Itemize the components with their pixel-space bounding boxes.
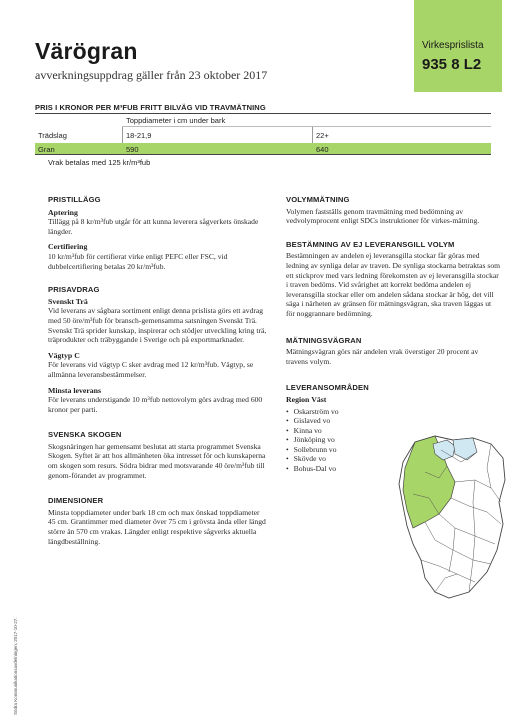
- paragraph: Tillägg på 8 kr/m³fub utgår för att kunna leverera sågverkets önskade längder.: [48, 217, 259, 236]
- paragraph: För leverans understigande 10 m³fub nettovolym görs avdrag med 600 kronor per parti.: [48, 395, 263, 414]
- diameter-group-header: Toppdiameter i cm under bark: [126, 116, 226, 125]
- paragraph: Bestämningen av andelen ej leveransgilla stockar får göras med ledning av synliga delar av traven. De synliga stockarna betraktas som ett stickprov med vars ledning förekomsten av ej leveransgilla stockar i traven bedöms. Vid svårighet att korrekt bedöma andelen ej leveransgilla stockar eller om andelen sådana stockar är hög, det vill säga i närheten av gränsen för mätningsvägran, ska traven läggas ut för noggrannare bedömning.: [286, 251, 501, 318]
- paragraph: Mätningsvägran görs när andelen vrak överstiger 20 procent av travens volym.: [286, 347, 479, 366]
- side-credit: Södra Kommunikationsavdelningen, 2017-10-27.: [13, 617, 18, 715]
- list-item: • Kinna vo: [286, 426, 501, 436]
- table-bottom-rule: [35, 154, 491, 155]
- section-heading: DIMENSIONER: [48, 496, 104, 506]
- section-heading: LEVERANSOMRÅDEN: [286, 383, 369, 393]
- paragraph: För leverans vid vägtyp C sker avdrag med 12 kr/m³fub. Vägtyp, se allmänna leveransbestämmelser.: [48, 360, 254, 379]
- page-title: Värögran: [35, 38, 138, 64]
- left-column: [48, 195, 268, 546]
- section-heading: VOLYMMÄTNING: [286, 195, 350, 204]
- section-heading: PRISTILLÄGG: [48, 195, 101, 204]
- list-item: • Sollebrunn vo: [286, 445, 501, 455]
- paragraph: 10 kr/m³fub för certifierat virke enligt PEFC eller FSC, vid dubbelcertifiering betalas 20 kr/m³fub.: [48, 251, 228, 271]
- price-table-heading: PRIS I KRONOR PER M³FUB FRITT BILVÄG VID TRAVMÄTNING: [35, 103, 266, 112]
- paragraph: Volymen fastställs genom travmätning med bedömning av vedvolymprocent enligt SDCs instruktioner för virkes-mätning.: [286, 206, 480, 226]
- list-item: • Bohus-Dal vo: [286, 464, 501, 474]
- paragraph: Skogsnäringen har gemensamt beslutat att starta programmet Svenska Skogen. Syftet är att hos allmänheten öka intresset för och kunskaperna om skogen som resurs. Södra bidrar med motsvarande 40 öre/m³fub till genom-förandet av programmet.: [48, 441, 266, 480]
- delivery-region-map: [395, 432, 510, 600]
- badge-label: Virkesprislista: [422, 40, 484, 51]
- subheading: Vägtyp C: [48, 350, 80, 360]
- group-header-rule: [122, 126, 491, 127]
- diameter-col-2: 22+: [316, 131, 329, 140]
- list-item: • Gislaved vo: [286, 416, 501, 426]
- vrak-note: Vrak betalas med 125 kr/m³fub: [48, 158, 151, 167]
- row-price-1: 590: [126, 145, 139, 154]
- list-item: • Jönköping vo: [286, 435, 501, 445]
- list-item: • Skövde vo: [286, 454, 501, 464]
- table-top-rule: [35, 113, 491, 114]
- page-subtitle: avverkningsuppdrag gäller från 23 oktober 2017: [35, 68, 268, 82]
- section-heading: PRISAVDRAG: [48, 285, 100, 295]
- list-item: • Oskarström vo: [286, 407, 501, 417]
- section-heading: MÄTNINGSVÄGRAN: [286, 335, 362, 345]
- species-col-header: Trädslag: [38, 131, 67, 140]
- row-species: Gran: [38, 145, 55, 154]
- badge-code: 935 8 L2: [422, 56, 482, 73]
- subheading: Minsta leverans: [48, 385, 102, 395]
- row-price-2: 640: [316, 145, 329, 154]
- table-row-gran: [35, 143, 491, 154]
- subheading: Svenskt Trä: [48, 296, 88, 306]
- section-heading: BESTÄMNING AV EJ LEVERANSGILL VOLYM: [286, 239, 455, 249]
- subheading: Aptering: [48, 207, 78, 217]
- region-heading: Region Väst: [286, 394, 327, 404]
- subheading: Certifiering: [48, 242, 88, 252]
- diameter-col-1: 18-21,9: [126, 131, 152, 140]
- section-heading: SVENSKA SKOGEN: [48, 430, 122, 440]
- paragraph: Minsta toppdiameter under bark 18 cm och max önskad toppdiameter 45 cm. Grantimmer med diameter över 75 cm i grövsta ända eller längd större än 570 cm vrakas. Längder enligt respektive sågverks aktuella längdbeställning.: [48, 507, 266, 546]
- paragraph: Vid leverans av sågbara sortiment enligt denna prislista görs ett avdrag med 50 öre/m³fub för bransch-gemensamma satsningen Svenskt Trä. Svenskt Trä sprider kunskap, inspirerar och stödjer utveckling kring trä, träprodukter och träbyggande i Sverige och på exportmarknader.: [48, 306, 267, 345]
- price-list-badge: [414, 0, 502, 92]
